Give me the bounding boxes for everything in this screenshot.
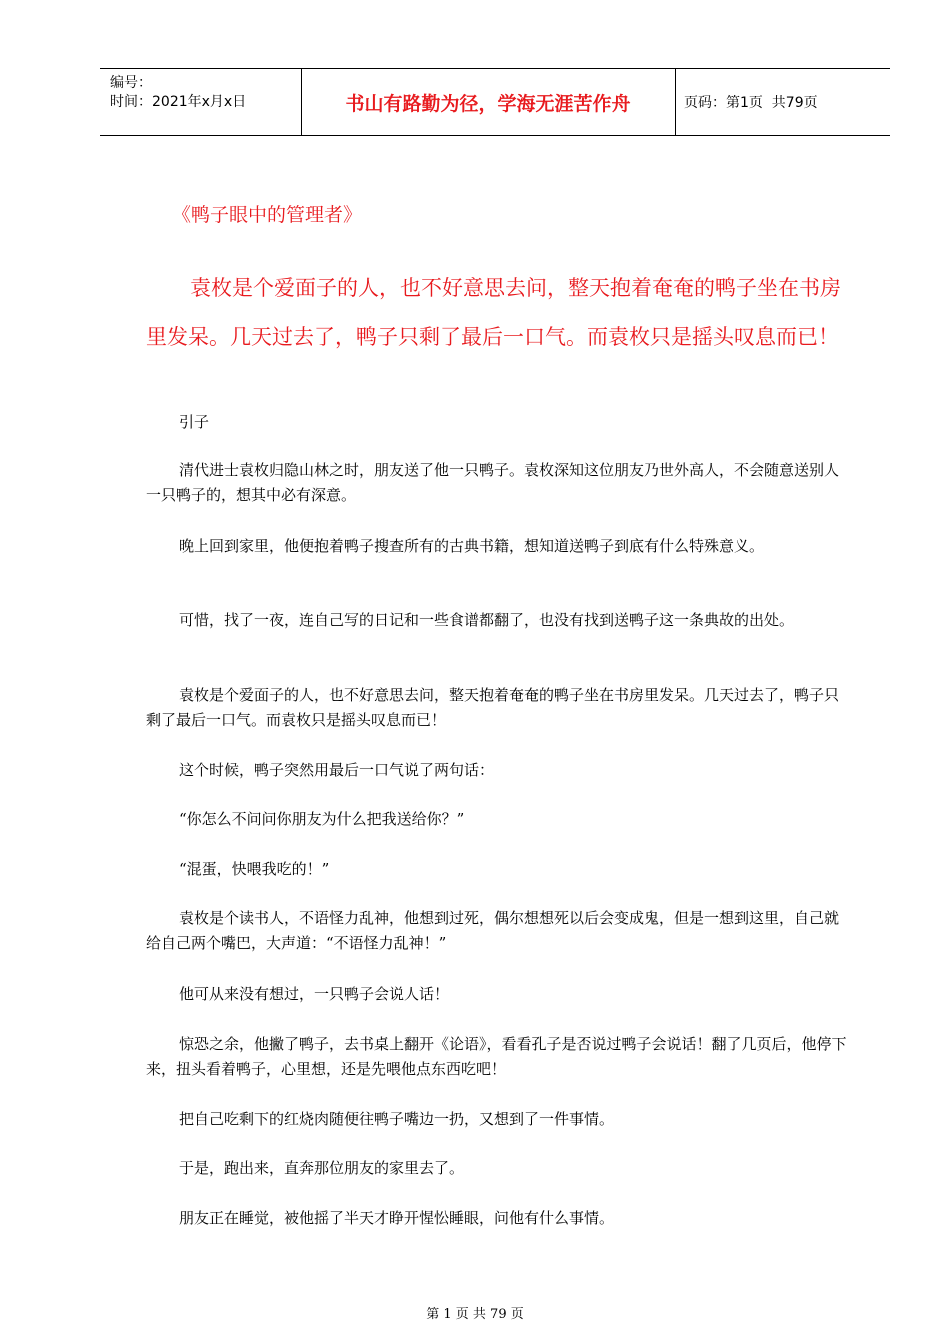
paragraph: 引子	[179, 413, 210, 431]
page-footer: 第 1 页 共 79 页	[426, 1307, 524, 1322]
paragraph: 他可从来没有想过，一只鸭子会说人话！	[179, 985, 450, 1003]
highlighted-paragraph: 袁枚是个爱面子的人，也不好意思去问，整天抱着奄奄的鸭子坐在书房里发呆。几天过去了，鸭子只剩了最后一口气。而袁枚只是摇头叹息而已！	[146, 276, 841, 349]
paragraph: “你怎么不问问你朋友为什么把我送给你？”	[179, 810, 465, 828]
page-label: 页码：第1页 共79页	[684, 95, 818, 111]
paragraph: 晚上回到家里，他便抱着鸭子搜查所有的古典书籍，想知道送鸭子到底有什么特殊意义。	[179, 537, 765, 555]
page-header	[100, 68, 890, 136]
paragraph: 袁枚是个爱面子的人，也不好意思去问，整天抱着奄奄的鸭子坐在书房里发呆。几天过去了，鸭子只剩了最后一口气。而袁枚只是摇头叹息而已！	[146, 686, 840, 729]
paragraph: 这个时候，鸭子突然用最后一口气说了两句话：	[179, 761, 495, 779]
header-meta	[110, 74, 246, 112]
paragraph: 袁枚是个读书人，不语怪力乱神，他想到过死，偶尔想想死以后会变成鬼，但是一想到这里，自己就给自己两个嘴巴，大声道：“不语怪力乱神！”	[146, 909, 840, 952]
header-motto: 书山有路勤为径，学海无涯苦作舟	[345, 92, 631, 115]
document-title: 《鸭子眼中的管理者》	[172, 204, 363, 226]
header-page-label	[684, 69, 818, 135]
paragraph: 可惜，找了一夜，连自己写的日记和一些食谱都翻了，也没有找到送鸭子这一条典故的出处。	[179, 611, 795, 629]
paragraph: 清代进士袁枚归隐山林之时，朋友送了他一只鸭子。袁枚深知这位朋友乃世外高人，不会随意送别人一只鸭子的，想其中必有深意。	[146, 461, 840, 504]
paragraph: “混蛋，快喂我吃的！”	[179, 860, 330, 878]
time-label: 时间：2021年x月x日	[110, 94, 247, 110]
paragraph: 于是，跑出来，直奔那位朋友的家里去了。	[179, 1159, 465, 1177]
header-divider	[675, 69, 676, 135]
paragraph: 把自己吃剩下的红烧肉随便往鸭子嘴边一扔，又想到了一件事情。	[179, 1110, 615, 1128]
paragraph: 惊恐之余，他撇了鸭子，去书桌上翻开《论语》，看看孔子是否说过鸭子会说话！翻了几页后，他停下来，扭头看着鸭子，心里想，还是先喂他点东西吃吧！	[146, 1035, 847, 1078]
number-label: 编号：	[110, 75, 152, 91]
paragraph: 朋友正在睡觉，被他摇了半天才睁开惺忪睡眼，问他有什么事情。	[179, 1209, 615, 1227]
